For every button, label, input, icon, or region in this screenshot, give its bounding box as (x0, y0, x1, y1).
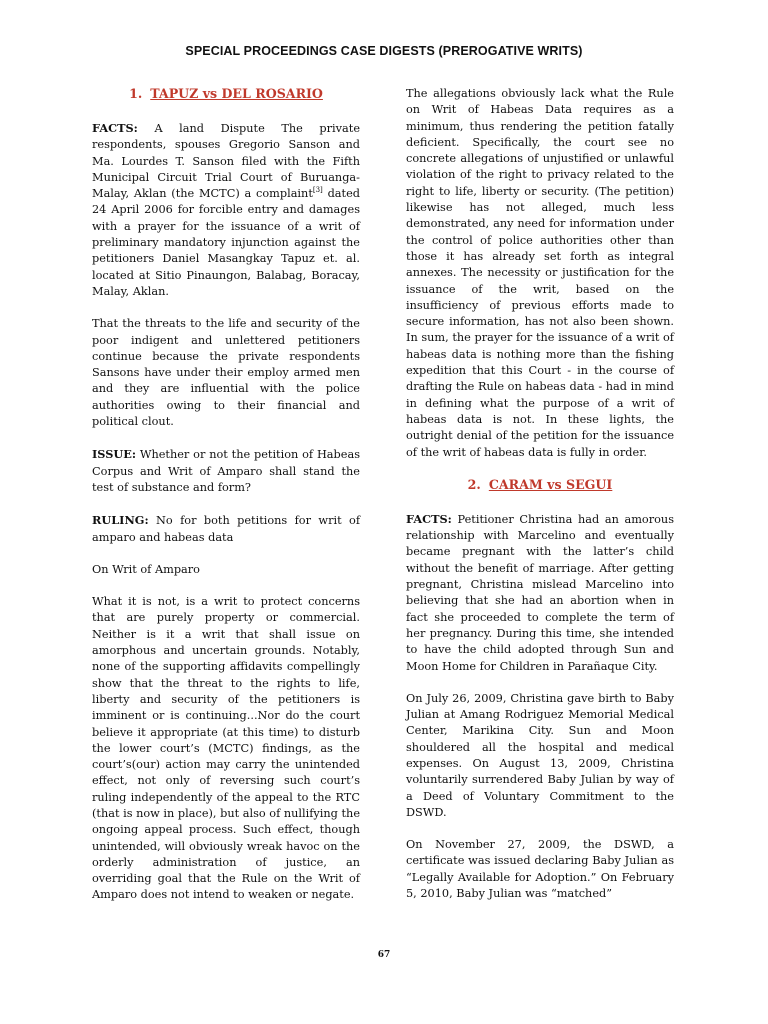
ruling-label: RULING: (92, 513, 149, 528)
case-2-title (406, 477, 674, 493)
case-1-issue (92, 446, 360, 496)
case-2-number: 2. (467, 476, 481, 492)
case-1-number: 1. (129, 86, 143, 101)
case-1-ruling (92, 512, 360, 546)
case-1-name: TAPUZ vs DEL ROSARIO (150, 86, 323, 101)
facts-text-b: dated 24 April 2006 for forcible entry and damages with a prayer for the issuance of a writ of preliminary mandatory injunction against the petitioners Daniel Masangkay Tapuz et. al. located at Sitio Pinaungon, Balabag, Boracay, Malay, Aklan. (92, 187, 360, 298)
case-1-facts (92, 120, 360, 300)
page-header: SPECIAL PROCEEDINGS CASE DIGESTS (PREROGATIVE WRITS) (185, 44, 583, 58)
facts-label: FACTS: (406, 511, 452, 526)
facts-label: FACTS: (92, 121, 138, 135)
facts-text-a: A land Dispute The private respondents, spouses Gregorio Sanson and Ma. Lourdes T. Sanson filed with the Fifth Municipal Circuit Trial Court of Buruanga-Malay, Aklan (the MCTC) a complaint (92, 122, 360, 201)
ruling-text: No for both petitions for writ of amparo and habeas data (92, 514, 361, 544)
amparo-heading: On Writ of Amparo (92, 562, 200, 576)
facts-text: Petitioner Christina had an amorous relationship with Marcelino and eventually became pregnant with the latter’s child without the benefit of marriage. After getting pregnant, Christina mislead Marcelino into believing that she had an abortion when in fact she proceeded to complete the term of her pregnancy. During this time, she intended to have the child adopted through Sun and Moon Home for Children in Parañaque City. (406, 512, 675, 673)
page-number: 67 (377, 950, 391, 960)
issue-text: Whether or not the petition of Habeas Corpus and Writ of Amparo shall stand the test of substance and form? (92, 448, 360, 494)
habeas-data-text: The allegations obviously lack what the Rule on Writ of Habeas Data requires as a minimum, thus rendering the petition fatally deficient. Specifically, the court see no concrete allegations of unjustified or unlawful violation of the right to privacy related to the right to life, liberty or security. (The petition) likewise has not alleged, much less demonstrated, any need for information under the control of police authorities other than those it has already set forth as integral annexes. The necessity or justification for the issuance of the writ, based on the insufficiency of previous efforts made to secure information, has not also been shown. In sum, the prayer for the issuance of a writ of habeas data is nothing more than the fishing expedition that this Court - in the course of drafting the Rule on habeas data - had in mind in defining what the purpose of a writ of habeas data is not. In these lights, the outright denial of the petition for the issuance of the writ of habeas data is fully in order. (406, 87, 674, 459)
case-2-birth: On July 26, 2009, Christina gave birth to Baby Julian at Amang Rodriguez Memorial Medical Center, Marikina City. Sun and Moon shouldered all the hospital and medical expenses. On August 13, 2009, Christina voluntarily surrendered Baby Julian by way of a Deed of Voluntary Commitment to the DSWD. (406, 691, 674, 819)
case-2-name: CARAM vs SEGUI (488, 476, 613, 492)
footnote-ref: [3] (312, 186, 323, 195)
amparo-text: What it is not, is a writ to protect concerns that are purely property or commercial. Neither is it a writ that shall issue on amorphous and uncertain grounds. Notably, none of the supporting affidavits compellingly show that the threat to the rights to life, liberty and security of the petitioners is imminent or is continuing...Nor do the court believe it appropriate (at this time) to disturb the lower court’s (MCTC) findings, as the court’s(our) action may carry the unintended effect, not only of reversing such court’s ruling independently of the appeal to the RTC (that is now in place), but also of nullifying the ongoing appeal process. Such effect, though unintended, will obviously wreak havoc on the orderly administration of justice, an overriding goal that the Rule on the Writ of Amparo does not intend to weaken or negate. (92, 595, 361, 902)
issue-label: ISSUE: (92, 447, 136, 462)
right-column (406, 86, 674, 918)
case-1-threats: That the threats to the life and security of the poor indigent and unlettered petitioners continue because the private respondents Sansons have under their employ armed men and they are influential with the police authorities owing to their financial and political clout. (92, 317, 360, 429)
left-column (92, 86, 360, 920)
case-2-dswd: On November 27, 2009, the DSWD, a certificate was issued declaring Baby Julian as “Legally Available for Adoption.” On February 5, 2010, Baby Julian was “matched” (406, 838, 674, 901)
case-2-facts (406, 511, 674, 675)
case-1-title (92, 86, 360, 102)
